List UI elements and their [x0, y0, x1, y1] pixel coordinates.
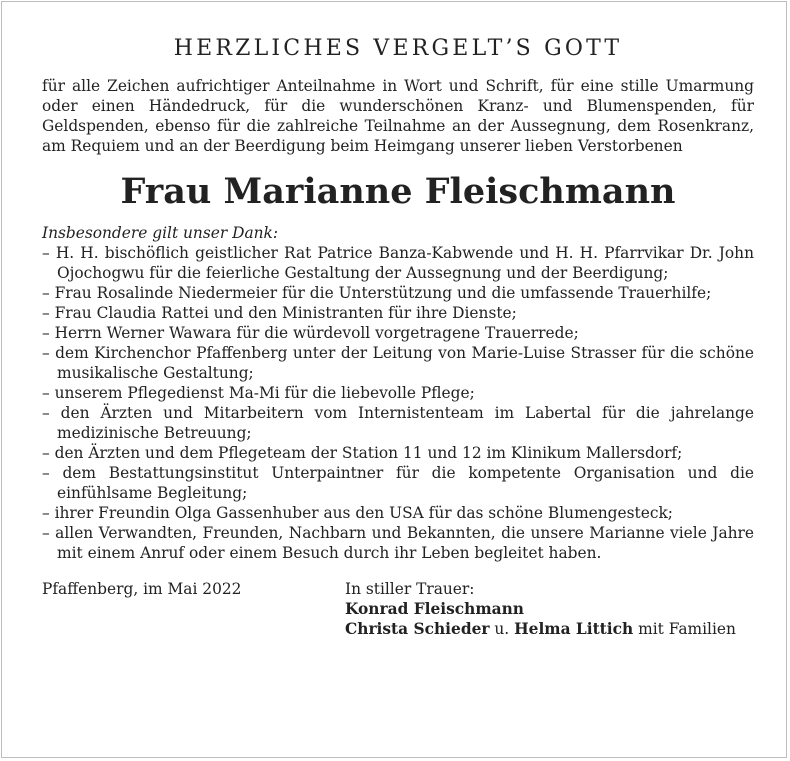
thanks-item: – dem Kirchenchor Pfaffenberg unter der Leitung von Marie-Luise Strasser für die schöne musikalische Gestaltung; [42, 343, 754, 383]
mourning-label: In stiller Trauer: [345, 580, 475, 598]
thanks-list [42, 243, 754, 563]
thanks-item: – dem Bestattungsinstitut Unterpaintner für die kompetente Organisation und die einfühlsame Begleitung; [42, 463, 754, 503]
obituary-frame [1, 1, 787, 758]
obituary-content [42, 36, 754, 643]
thanks-item: – Herrn Werner Wawara für die würdevoll vorgetragene Trauerrede; [42, 323, 754, 343]
signer-line-2 [345, 619, 736, 639]
deceased-name: Frau Marianne Fleischmann [120, 171, 676, 212]
intro-paragraph: für alle Zeichen aufrichtiger Anteilnahme in Wort und Schrift, für eine stille Umarmung oder einen Händedruck, für die wunderschönen Kranz- und Blumenspenden, für Geldspenden, ebenso für die zahlreiche Teilnahme an der Aussegnung, dem Rosenkranz, am Requiem und an der Beerdigung beim Heimgang unserer lieben Verstorbenen [42, 77, 754, 155]
thanks-item: – Frau Claudia Rattei und den Ministranten für ihre Dienste; [42, 303, 754, 323]
thanks-heading: Insbesondere gilt unser Dank: [42, 224, 279, 242]
signers-block [345, 579, 736, 639]
footer [42, 579, 754, 643]
suffix-text: mit Familien [638, 620, 736, 638]
place-date: Pfaffenberg, im Mai 2022 [42, 580, 242, 598]
thanks-item: – den Ärzten und dem Pflegeteam der Station 11 und 12 im Klinikum Mallersdorf; [42, 443, 754, 463]
thanks-item: – Frau Rosalinde Niedermeier für die Unterstützung und die umfassende Trauerhilfe; [42, 283, 754, 303]
signer-name: Helma Littich [514, 620, 634, 638]
thanks-item: – allen Verwandten, Freunden, Nachbarn und Bekannten, die unsere Marianne viele Jahre mit einem Anruf oder einem Besuch durch ihr Leben begleitet haben. [42, 523, 754, 563]
thanks-item: – ihrer Freundin Olga Gassenhuber aus den USA für das schöne Blumengesteck; [42, 503, 754, 523]
thanks-item: – den Ärzten und Mitarbeitern vom Internistenteam im Labertal für die jahrelange medizinische Betreuung; [42, 403, 754, 443]
signer-name: Christa Schieder [345, 620, 490, 638]
joiner-text: u. [494, 620, 510, 638]
heading: HERZLICHES VERGELT’S GOTT [173, 36, 623, 61]
thanks-item: – H. H. bischöflich geistlicher Rat Patrice Banza-Kabwende und H. H. Pfarrvikar Dr. John Ojochogwu für die feierliche Gestaltung der Aussegnung und der Beerdigung; [42, 243, 754, 283]
thanks-item: – unserem Pflegedienst Ma-Mi für die liebevolle Pflege; [42, 383, 754, 403]
signer-name: Konrad Fleischmann [345, 600, 524, 618]
signer-line-1 [345, 599, 736, 619]
